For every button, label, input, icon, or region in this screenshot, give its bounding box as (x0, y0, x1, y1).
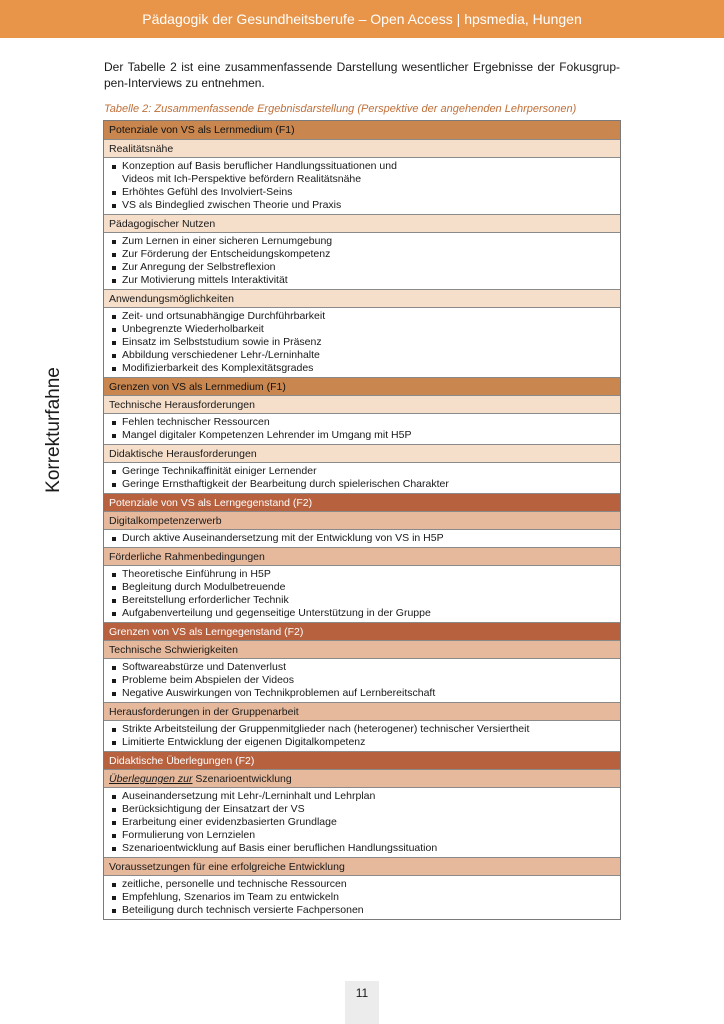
bullet-item: Theoretische Einführung in H5P (112, 568, 615, 581)
category-header: Förderliche Rahmenbedingungen (104, 547, 620, 565)
page-number: 11 (345, 981, 379, 1024)
category-header: Technische Herausforderungen (104, 395, 620, 413)
bullet-item: Zur Motivierung mittels Interaktivität (112, 274, 615, 287)
bullet-item: Aufgabenverteilung und gegenseitige Unterstützung in der Gruppe (112, 607, 615, 620)
category-header: Didaktische Herausforderungen (104, 444, 620, 462)
category-header: Digitalkompetenzerwerb (104, 511, 620, 529)
bullet-item: Negative Auswirkungen von Technikproblemen auf Lernbereitschaft (112, 687, 615, 700)
table-caption: Tabelle 2: Zusammenfassende Ergebnisdarstellung (Perspektive der angehenden Lehrpersonen) (104, 103, 577, 115)
bullet-item: Einsatz im Selbststudium sowie in Präsenz (112, 336, 615, 349)
bullet-item: Probleme beim Abspielen der Videos (112, 674, 615, 687)
category-header: Pädagogischer Nutzen (104, 214, 620, 232)
category-italic: Überlegungen zur (109, 773, 193, 785)
bullet-item: Formulierung von Lernzielen (112, 829, 615, 842)
bullet-item: Beteiligung durch technisch versierte Fachpersonen (112, 904, 615, 917)
item-list (104, 529, 620, 547)
section-header: Potenziale von VS als Lernmedium (F1) (104, 121, 620, 139)
bullet-item: Abbildung verschiedener Lehr-/Lerninhalte (112, 349, 615, 362)
bullet-item: Geringe Ernsthaftigkeit der Bearbeitung durch spielerischen Charakter (112, 478, 615, 491)
item-list (104, 875, 620, 919)
results-table (103, 120, 621, 920)
item-list (104, 462, 620, 493)
section-header: Grenzen von VS als Lerngegenstand (F2) (104, 622, 620, 640)
bullet-item: Geringe Technikaffinität einiger Lernender (112, 465, 615, 478)
category-header (104, 769, 620, 787)
item-list (104, 157, 620, 214)
bullet-item: Limitierte Entwicklung der eigenen Digitalkompetenz (112, 736, 615, 749)
item-list (104, 720, 620, 751)
bullet-item: Konzeption auf Basis beruflicher Handlungssituationen und Videos mit Ich-Perspektive befördern Realitätsnähe (112, 160, 615, 186)
bullet-item: Softwareabstürze und Datenverlust (112, 661, 615, 674)
item-list (104, 232, 620, 289)
bullet-item: Durch aktive Auseinandersetzung mit der Entwicklung von VS in H5P (112, 532, 615, 545)
item-list (104, 307, 620, 377)
bullet-item: Erarbeitung einer evidenzbasierten Grundlage (112, 816, 615, 829)
bullet-item: Bereitstellung erforderlicher Technik (112, 594, 615, 607)
bullet-item: Mangel digitaler Kompetenzen Lehrender im Umgang mit H5P (112, 429, 615, 442)
category-header: Realitätsnähe (104, 139, 620, 157)
bullet-item: Fehlen technischer Ressourcen (112, 416, 615, 429)
intro-paragraph: Der Tabelle 2 ist eine zusammenfassende Darstellung wesentlicher Ergebnisse der Fokusgrup-pen-Interviews zu entnehmen. (104, 60, 620, 90)
bullet-item: Erhöhtes Gefühl des Involviert-Seins (112, 186, 615, 199)
bullet-item: Strikte Arbeitsteilung der Gruppenmitglieder nach (heterogener) technischer Versiertheit (112, 723, 615, 736)
bullet-item: zeitliche, personelle und technische Ressourcen (112, 878, 615, 891)
category-header: Herausforderungen in der Gruppenarbeit (104, 702, 620, 720)
bullet-item: VS als Bindeglied zwischen Theorie und Praxis (112, 199, 615, 212)
bullet-item: Berücksichtigung der Einsatzart der VS (112, 803, 615, 816)
category-rest: Szenarioentwicklung (192, 773, 292, 785)
running-header: Pädagogik der Gesundheitsberufe – Open Access | hpsmedia, Hungen (0, 0, 724, 38)
bullet-item: Auseinandersetzung mit Lehr-/Lerninhalt und Lehrplan (112, 790, 615, 803)
bullet-item: Szenarioentwicklung auf Basis einer beruflichen Handlungssituation (112, 842, 615, 855)
bullet-item: Zeit- und ortsunabhängige Durchführbarkeit (112, 310, 615, 323)
bullet-item: Unbegrenzte Wiederholbarkeit (112, 323, 615, 336)
category-header: Voraussetzungen für eine erfolgreiche Entwicklung (104, 857, 620, 875)
bullet-item: Modifizierbarkeit des Komplexitätsgrades (112, 362, 615, 375)
bullet-item: Zur Förderung der Entscheidungskompetenz (112, 248, 615, 261)
item-list (104, 787, 620, 857)
item-list (104, 565, 620, 622)
item-list (104, 658, 620, 702)
section-header: Potenziale von VS als Lerngegenstand (F2) (104, 493, 620, 511)
side-label-text: Korrekturfahne (43, 367, 64, 493)
section-header: Didaktische Überlegungen (F2) (104, 751, 620, 769)
bullet-item: Begleitung durch Modulbetreuende (112, 581, 615, 594)
category-header: Technische Schwierigkeiten (104, 640, 620, 658)
bullet-item: Zur Anregung der Selbstreflexion (112, 261, 615, 274)
bullet-item: Empfehlung, Szenarios im Team zu entwickeln (112, 891, 615, 904)
side-label (36, 300, 72, 560)
category-header: Anwendungsmöglichkeiten (104, 289, 620, 307)
bullet-item: Zum Lernen in einer sicheren Lernumgebung (112, 235, 615, 248)
section-header: Grenzen von VS als Lernmedium (F1) (104, 377, 620, 395)
item-list (104, 413, 620, 444)
